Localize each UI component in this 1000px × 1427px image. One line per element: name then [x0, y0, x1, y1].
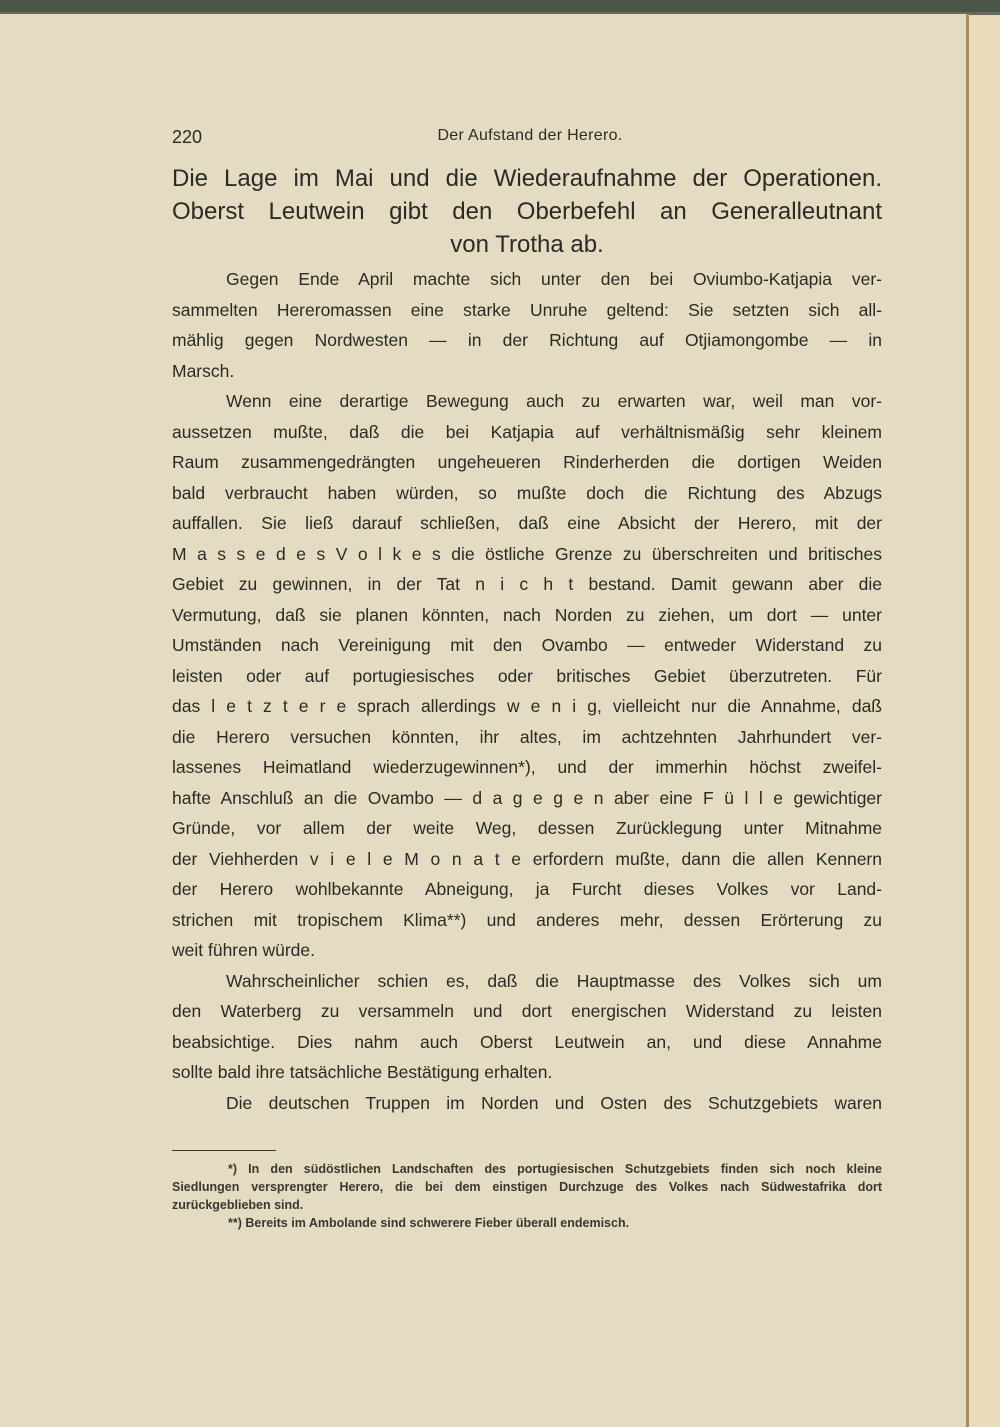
text-line: bald verbraucht haben würden, so mußte doch die Richtung des Abzugs	[172, 482, 882, 503]
text-line: mählig gegen Nordwesten — in der Richtung auf Otjiamongombe — in	[172, 330, 882, 350]
text-line: Raum zusammengedrängten ungeheueren Rinderherden die dortigen Weiden	[172, 452, 882, 472]
text-line: beabsichtige. Dies nahm auch Oberst Leutwein an, und diese Annahme	[172, 1031, 882, 1052]
text-line: Marsch.	[172, 360, 235, 381]
text-line: Gebiet zu gewinnen, in der Tat n i c h t bestand. Damit gewann aber die	[172, 574, 882, 594]
chapter-heading	[172, 162, 882, 261]
adjacent-page-edge	[969, 16, 1000, 1427]
text-line: Umständen nach Vereinigung mit den Ovambo — entweder Widerstand zu	[172, 635, 882, 655]
text-line: der Herero wohlbekannte Abneigung, ja Furcht dieses Volkes vor Land-	[172, 879, 882, 899]
text-line: sammelten Hereromassen eine starke Unruhe geltend: Sie setzten sich all-	[172, 299, 882, 320]
footnote	[172, 1214, 882, 1232]
paragraph	[172, 1088, 882, 1119]
text-line: zurückgeblieben sind.	[172, 1198, 304, 1212]
footnotes	[172, 1160, 882, 1232]
text-line: Vermutung, daß sie planen könnten, nach Norden zu ziehen, um dort — unter	[172, 604, 882, 625]
text-line: hafte Anschluß an die Ovambo — d a g e g e n aber eine F ü l l e gewichtiger	[172, 787, 882, 808]
text-line: auffallen. Sie ließ darauf schließen, daß eine Absicht der Herero, mit der	[172, 513, 882, 533]
heading-line: von Trotha ab.	[450, 231, 604, 258]
footnote-rule	[172, 1150, 276, 1151]
text-line: Wahrscheinlicher schien es, daß die Hauptmasse des Volkes sich um	[226, 970, 882, 991]
text-line: M a s s e d e s V o l k e s die östliche Grenze zu überschreiten und britisches	[172, 543, 882, 564]
text-line: *) In den südöstlichen Landschaften des portugiesischen Schutzgebiets finden sich noch kleine	[228, 1162, 882, 1176]
footnote	[172, 1160, 882, 1214]
text-line: das l e t z t e r e sprach allerdings w e n i g, vielleicht nur die Annahme, daß	[172, 696, 882, 716]
text-line: strichen mit tropischem Klima**) und anderes mehr, dessen Erörterung zu	[172, 909, 882, 930]
body-text	[172, 264, 882, 1118]
paragraph	[172, 966, 882, 1088]
running-title: Der Aufstand der Herero.	[437, 127, 623, 144]
text-line: die Herero versuchen könnten, ihr altes, im achtzehnten Jahrhundert ver-	[172, 726, 882, 747]
page-number: 220	[172, 127, 203, 147]
text-line: aussetzen mußte, daß die bei Katjapia auf verhältnismäßig sehr kleinem	[172, 421, 882, 442]
paragraph	[172, 264, 882, 386]
paragraph	[172, 386, 882, 966]
scan-background	[0, 0, 1000, 12]
text-line: Wenn eine derartige Bewegung auch zu erwarten war, weil man vor-	[226, 391, 882, 411]
text-line: lassenes Heimatland wiederzugewinnen*), und der immerhin höchst zweifel-	[172, 757, 882, 777]
text-line: Gegen Ende April machte sich unter den bei Oviumbo-Katjapia ver-	[226, 269, 882, 289]
heading-line: Die Lage im Mai und die Wiederaufnahme der Operationen.	[172, 165, 882, 192]
text-line: sollte bald ihre tatsächliche Bestätigung erhalten.	[172, 1062, 553, 1082]
text-line: **) Bereits im Ambolande sind schwerere Fieber überall endemisch.	[228, 1216, 630, 1230]
text-line: den Waterberg zu versammeln und dort energischen Widerstand zu leisten	[172, 1001, 882, 1021]
text-line: leisten oder auf portugiesisches oder britisches Gebiet überzutreten. Für	[172, 665, 882, 686]
text-line: Gründe, vor allem der weite Weg, dessen Zurücklegung unter Mitnahme	[172, 818, 882, 838]
text-line: Die deutschen Truppen im Norden und Osten des Schutzgebiets waren	[226, 1092, 882, 1113]
heading-line: Oberst Leutwein gibt den Oberbefehl an Generalleutnant	[172, 198, 882, 225]
text-line: weit führen würde.	[172, 940, 315, 960]
text-line: Siedlungen versprengter Herero, die bei dem einstigen Durchzuge des Volkes nach Südwestafrika dort	[172, 1180, 882, 1194]
text-line: der Viehherden v i e l e M o n a t e erfordern mußte, dann die allen Kennern	[172, 848, 882, 869]
